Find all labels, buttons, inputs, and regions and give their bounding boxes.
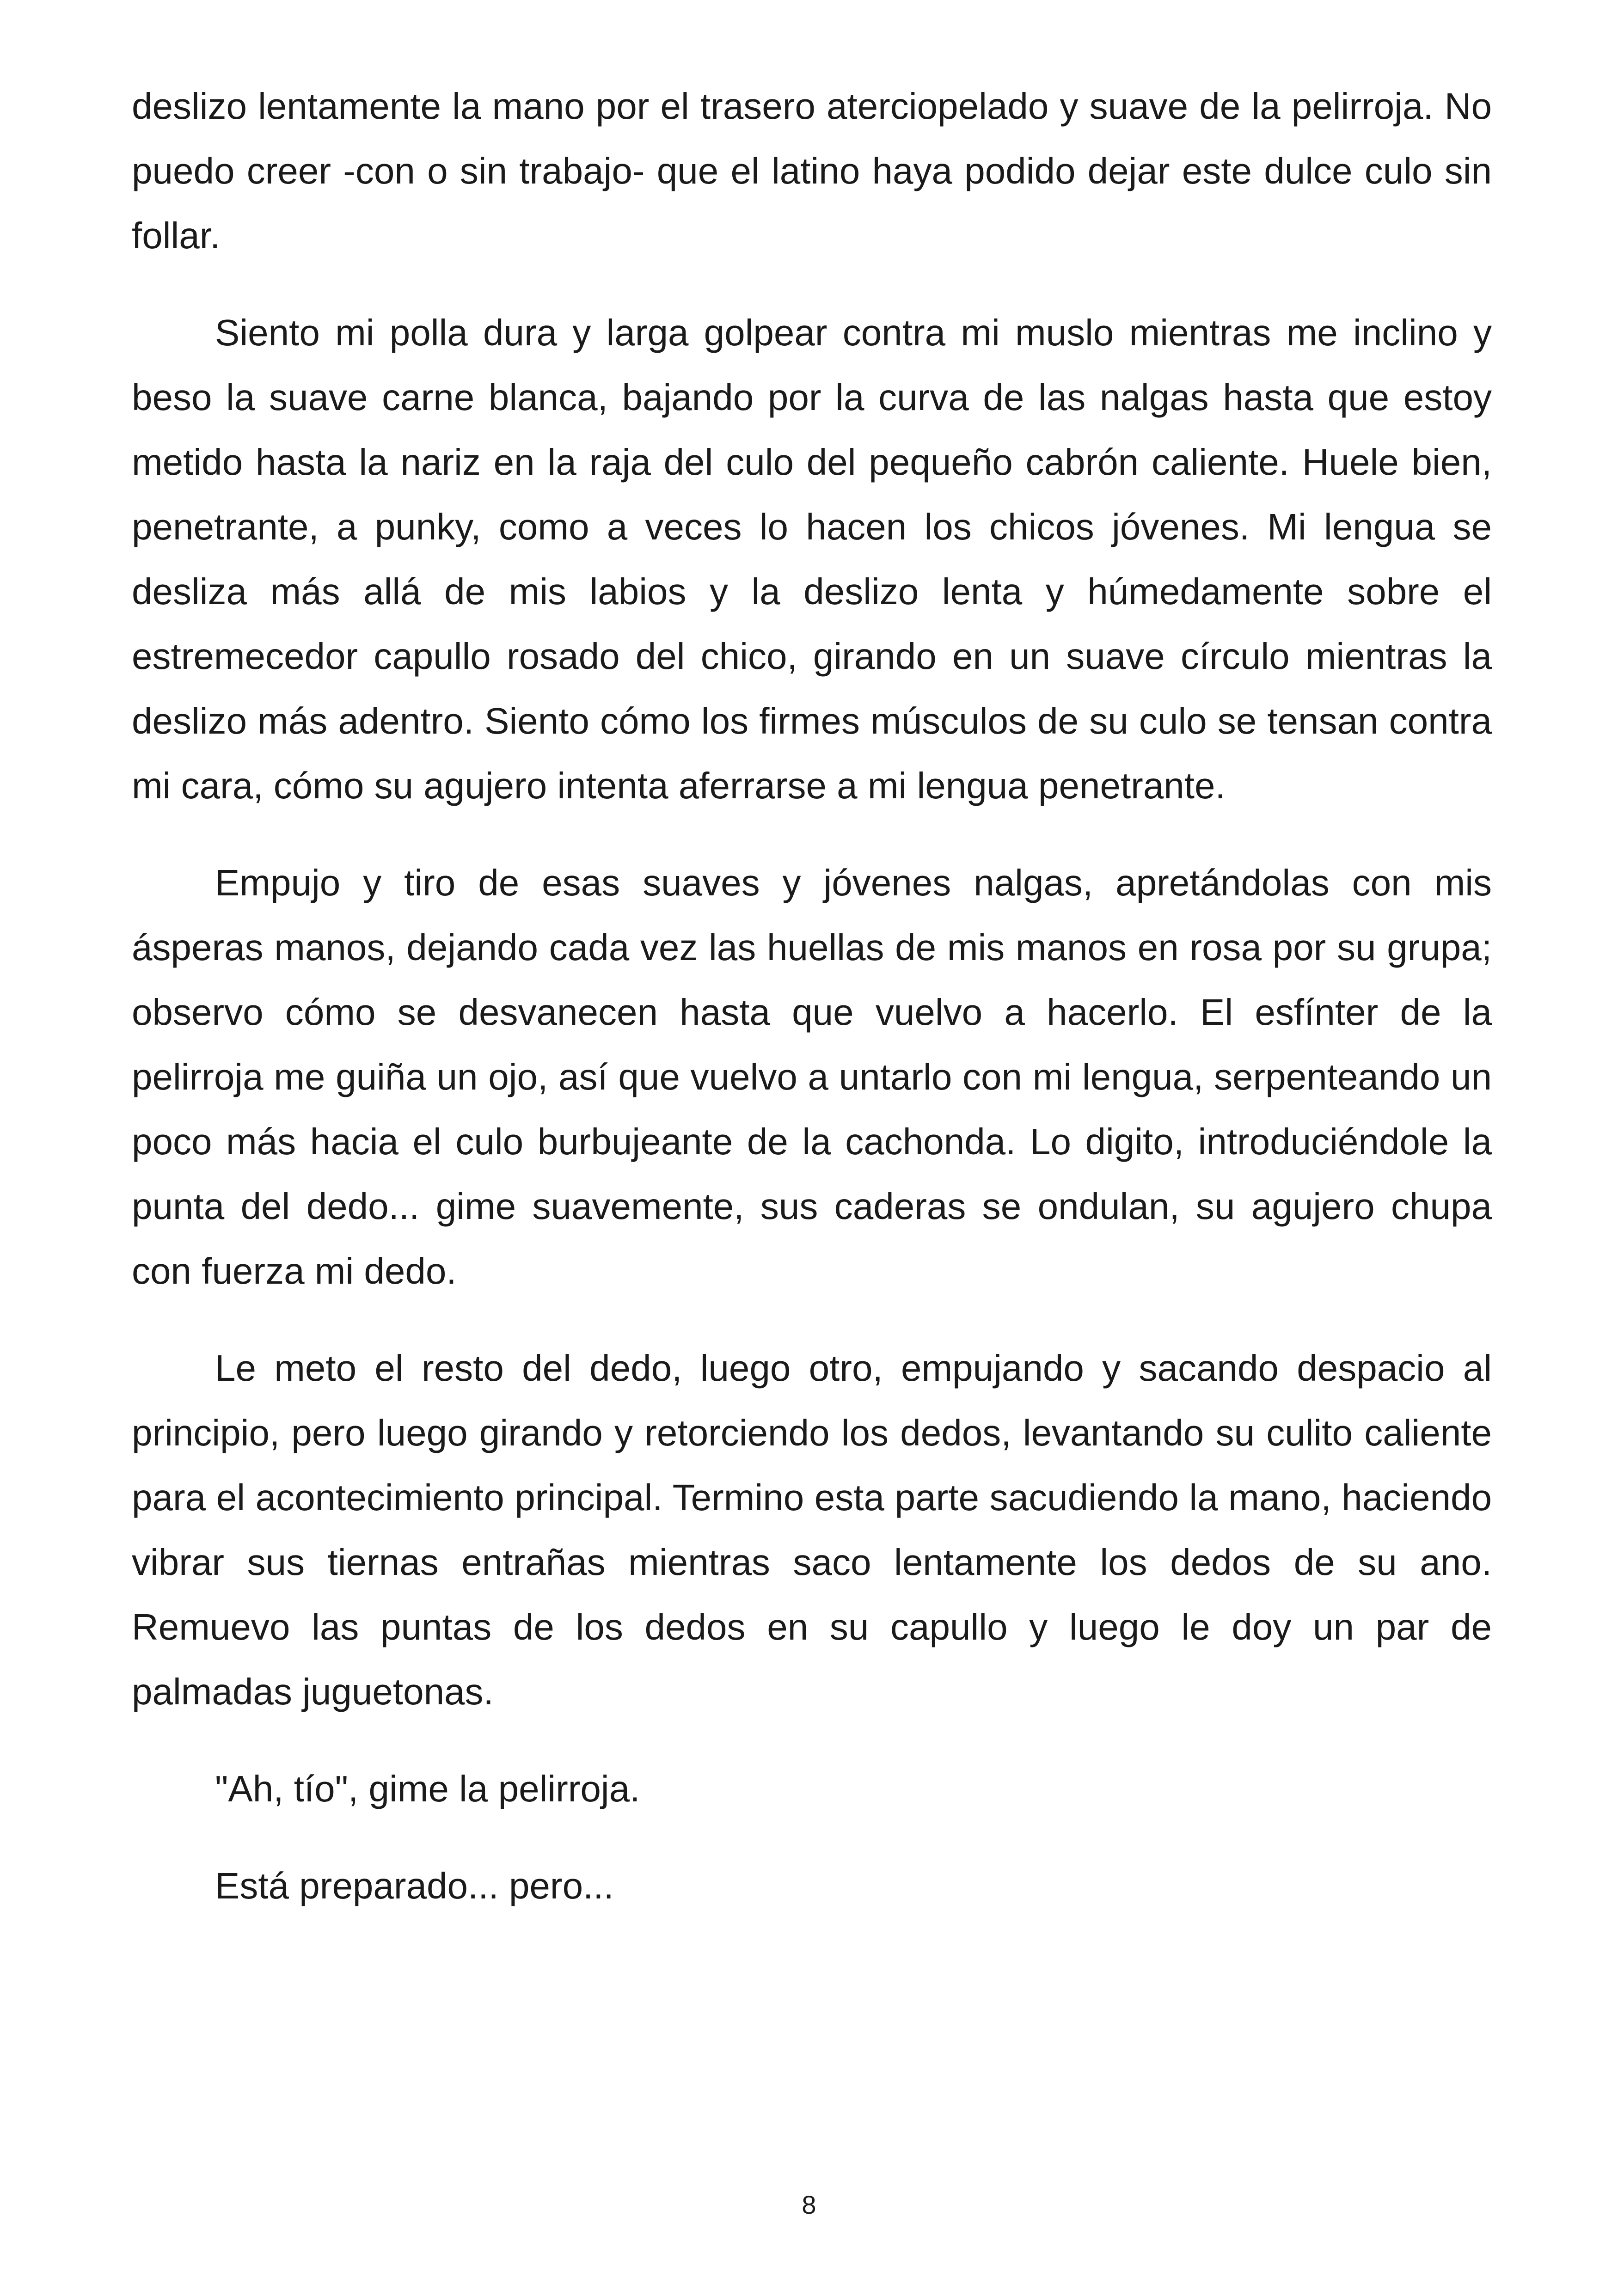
paragraph: Está preparado... pero... xyxy=(215,1865,614,1906)
text-body xyxy=(132,74,1492,1951)
paragraph: "Ah, tío", gime la pelirroja. xyxy=(215,1768,640,1809)
paragraph: Le meto el resto del dedo, luego otro, empujando y sacando despacio al principio, pero luego girando y retorciendo los dedos, levantando su culito caliente para el acontecimiento principal. Termino esta parte sacudiendo la mano, haciendo vibrar sus tiernas entrañas mientras saco lentamente los dedos de su ano. Remuevo las puntas de los dedos en su capullo y luego le doy un par de palmadas juguetonas. xyxy=(132,1347,1492,1712)
page-number: 8 xyxy=(802,2190,816,2219)
paragraph: Empujo y tiro de esas suaves y jóvenes nalgas, apretándolas con mis ásperas manos, dejando cada vez las huellas de mis manos en rosa por su grupa; observo cómo se desvanecen hasta que vuelvo a hacerlo. El esfínter de la pelirroja me guiña un ojo, así que vuelvo a untarlo con mi lengua, serpenteando un poco más hacia el culo burbujeante de la cachonda. Lo digito, introduciéndole la punta del dedo... gime suavemente, sus caderas se ondulan, su agujero chupa con fuerza mi dedo. xyxy=(132,862,1492,1292)
paragraph: Siento mi polla dura y larga golpear contra mi muslo mientras me inclino y beso la suave carne blanca, bajando por la curva de las nalgas hasta que estoy metido hasta la nariz en la raja del culo del pequeño cabrón caliente. Huele bien, penetrante, a punky, como a veces lo hacen los chicos jóvenes. Mi lengua se desliza más allá de mis labios y la deslizo lenta y húmedamente sobre el estremecedor capullo rosado del chico, girando en un suave círculo mientras la deslizo más adentro. Siento cómo los firmes músculos de su culo se tensan contra mi cara, cómo su agujero intenta aferrarse a mi lengua penetrante. xyxy=(132,312,1492,806)
paragraph: deslizo lentamente la mano por el trasero aterciopelado y suave de la pelirroja. No puedo creer -con o sin trabajo- que el latino haya podido dejar este dulce culo sin follar. xyxy=(132,86,1492,256)
